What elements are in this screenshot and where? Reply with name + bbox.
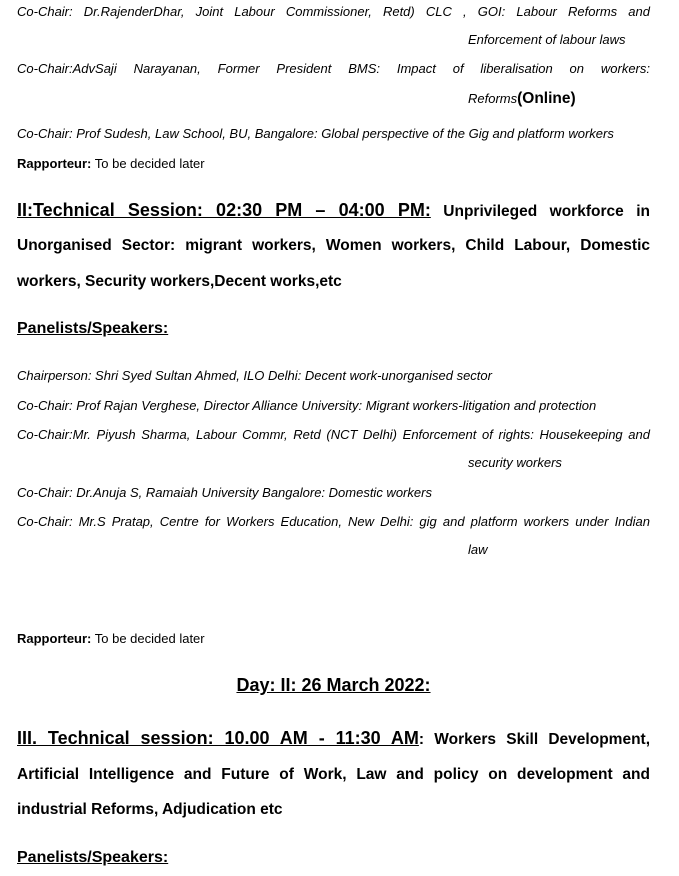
rapporteur-label: Rapporteur: xyxy=(17,631,92,646)
rapporteur-label: Rapporteur: xyxy=(17,156,92,171)
rapporteur-line-2 xyxy=(17,631,650,646)
reforms-text: Reforms xyxy=(468,91,518,106)
co-chair-s-pratap: Co-Chair: Mr.S Pratap, Centre for Workers Education, New Delhi: gig and platform workers under Indian xyxy=(17,514,650,529)
session-3-topic-part-2: Artificial Intelligence and Future of Work, Law and policy on development and xyxy=(17,766,650,783)
session-3-heading: III. Technical session: 10.00 AM - 11:30 AM xyxy=(17,728,419,748)
session-3-title-line-1 xyxy=(17,728,650,749)
panelists-heading-1: Panelists/Speakers: xyxy=(17,320,169,337)
session-3-topic-part-1: : Workers Skill Development, xyxy=(418,731,650,748)
session-2-heading: II:Technical Session: 02:30 PM – 04:00 PM: xyxy=(17,200,431,220)
rapporteur-line-1 xyxy=(17,156,650,171)
session-2-topic-part-2: Unorganised Sector: migrant workers, Women workers, Child Labour, Domestic xyxy=(17,237,650,254)
co-chair-saji-narayanan-cont xyxy=(468,90,576,108)
session-2-title-line-1 xyxy=(17,200,650,221)
co-chair-s-pratap-cont: law xyxy=(468,542,488,557)
co-chair-anuja: Co-Chair: Dr.Anuja S, Ramaiah University Bangalore: Domestic workers xyxy=(17,485,432,500)
day-2-heading: Day: II: 26 March 2022: xyxy=(236,675,431,695)
session-2-topic-part-3: workers, Security workers,Decent works,etc xyxy=(17,273,342,290)
session-2-topic-part-1: Unprivileged workforce in xyxy=(430,203,650,220)
rapporteur-value: To be decided later xyxy=(91,156,205,171)
co-chair-rajender-dhar: Co-Chair: Dr.RajenderDhar, Joint Labour Commissioner, Retd) CLC , GOI: Labour Reforms and xyxy=(17,4,650,19)
co-chair-piyush-sharma-cont: security workers xyxy=(468,455,562,470)
co-chair-sudesh: Co-Chair: Prof Sudesh, Law School, BU, Bangalore: Global perspective of the Gig and platform workers xyxy=(17,126,614,141)
chairperson-syed-sultan-ahmed: Chairperson: Shri Syed Sultan Ahmed, ILO Delhi: Decent work-unorganised sector xyxy=(17,368,492,383)
online-tag: (Online) xyxy=(517,90,576,107)
co-chair-piyush-sharma: Co-Chair:Mr. Piyush Sharma, Labour Commr, Retd (NCT Delhi) Enforcement of rights: Housekeeping and xyxy=(17,427,650,442)
co-chair-saji-narayanan: Co-Chair:AdvSaji Narayanan, Former President BMS: Impact of liberalisation on workers: xyxy=(17,61,650,76)
co-chair-rajender-dhar-cont: Enforcement of labour laws xyxy=(468,32,626,47)
panelists-heading-2: Panelists/Speakers: xyxy=(17,849,169,866)
co-chair-rajan-verghese: Co-Chair: Prof Rajan Verghese, Director Alliance University: Migrant workers-litigation and protection xyxy=(17,398,597,413)
session-3-topic-part-3: industrial Reforms, Adjudication etc xyxy=(17,801,283,818)
rapporteur-value: To be decided later xyxy=(91,631,205,646)
